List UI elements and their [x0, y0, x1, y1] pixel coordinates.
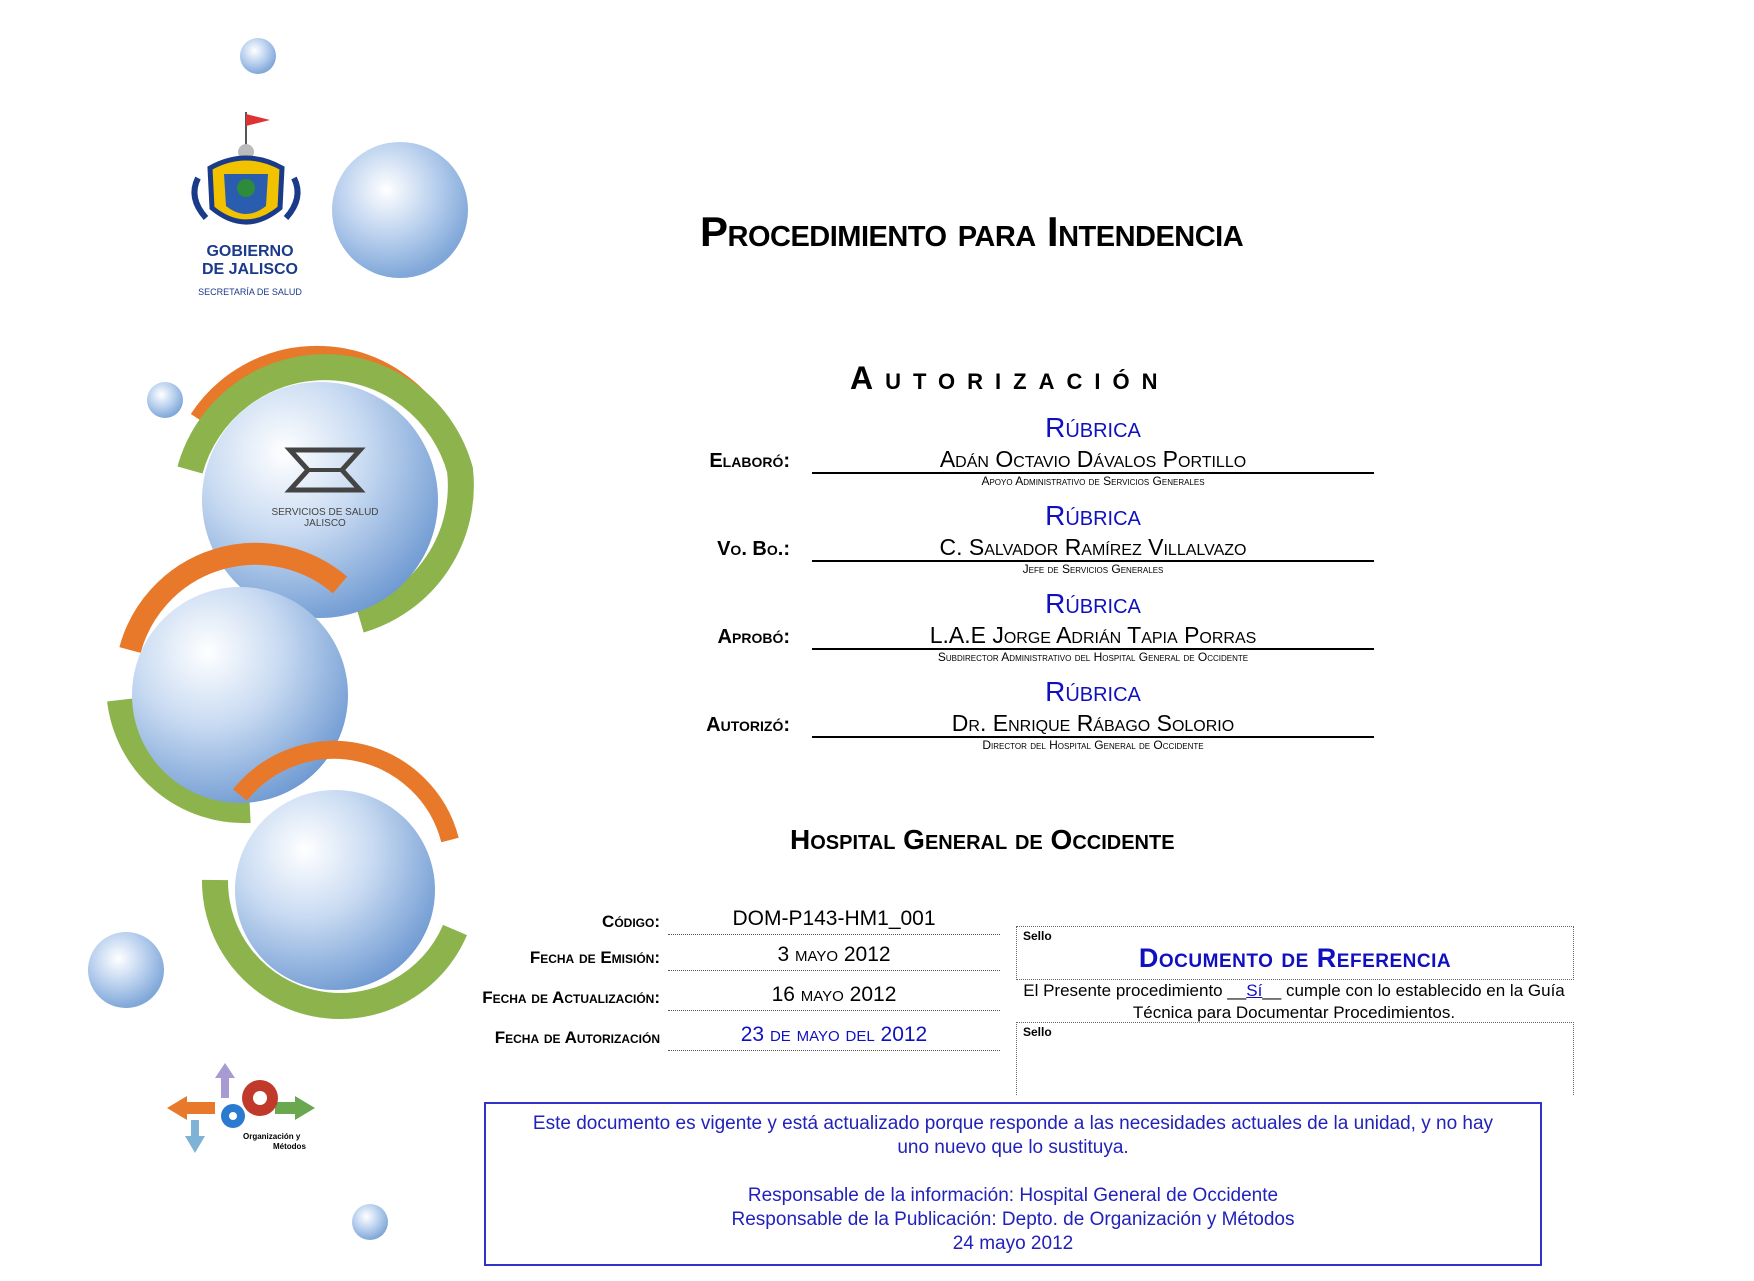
signature-name: C. Salvador Ramírez Villalvazo	[812, 534, 1374, 562]
compliance-pre: El Presente procedimiento __	[1023, 981, 1247, 1000]
emision-label: Fecha de Emisión:	[529, 948, 660, 967]
stamp-label: Sello	[1023, 929, 1052, 943]
stamp-box	[1016, 926, 1574, 980]
codigo-label: Código:	[602, 912, 660, 931]
notice-line-4: 24 mayo 2012	[952, 1233, 1074, 1254]
signature-rubrica: Rúbrica	[1045, 676, 1141, 707]
actualizacion-label: Fecha de Actualización:	[482, 988, 660, 1007]
compliance-text	[1016, 980, 1572, 1024]
hospital-name: Hospital General de Occidente	[790, 824, 1175, 855]
organizacion-metodos-logo	[165, 1058, 345, 1158]
notice-line-1: Este documento es vigente y está actualizado porque responde a las necesidades actuales de la unidad, y no hay uno nuevo que lo sustituya.	[532, 1113, 1494, 1158]
signature-position: Apoyo Administrativo de Servicios Generales	[981, 474, 1205, 488]
signature-name: L.A.E Jorge Adrián Tapia Porras	[812, 622, 1374, 650]
authorization-heading: Autorización	[850, 360, 1170, 396]
signature-role: Aprobó:	[717, 626, 790, 648]
bubble	[88, 932, 164, 1008]
gobierno-jalisco-logo	[180, 108, 320, 308]
notice-line-2: Responsable de la información: Hospital General de Occidente	[747, 1185, 1279, 1206]
logo-line-1: GOBIERNO	[206, 243, 294, 260]
autorizacion-label: Fecha de Autorización	[494, 1028, 660, 1047]
signature-role: Autorizó:	[706, 714, 790, 736]
gears-arrows-icon	[165, 1058, 335, 1158]
actualizacion-value: 16 mayo 2012	[668, 980, 1000, 1011]
signature-rubrica: Rúbrica	[1045, 500, 1141, 531]
stamp-box-2	[1016, 1022, 1574, 1095]
signature-name: Adán Octavio Dávalos Portillo	[812, 446, 1374, 474]
bubble	[147, 382, 183, 418]
autorizacion-value: 23 de mayo del 2012	[668, 1020, 1000, 1051]
compliance-yes: Sí	[1246, 981, 1263, 1000]
bubble	[240, 38, 276, 74]
bubble	[352, 1204, 388, 1240]
logo-line-2: DE JALISCO	[201, 261, 298, 278]
compliance-post: __ cumple con lo establecido en la Guía Técnica para Documentar Procedimientos.	[1132, 981, 1565, 1022]
document-reference-title: Documento de Referencia	[1138, 943, 1452, 973]
coat-of-arms-icon	[180, 108, 320, 238]
notice-line-3: Responsable de la Publicación: Depto. de Organización y Métodos	[731, 1209, 1295, 1230]
signature-role: Elaboró:	[709, 450, 790, 472]
page-title: Procedimiento para Intendencia	[700, 208, 1244, 255]
validity-notice	[484, 1102, 1542, 1266]
signature-name: Dr. Enrique Rábago Solorio	[812, 710, 1374, 738]
ssj-line-2: JALISCO	[304, 518, 346, 529]
signature-position: Subdirector Administrativo del Hospital General de Occidente	[937, 650, 1249, 664]
ssj-emblem-icon	[280, 440, 370, 502]
signature-rubrica: Rúbrica	[1045, 412, 1141, 443]
om-line-2: Métodos	[273, 1142, 306, 1151]
stamp-label-2: Sello	[1023, 1025, 1052, 1039]
signature-position: Director del Hospital General de Occidente	[982, 738, 1204, 752]
ssj-line-1: SERVICIOS DE SALUD	[271, 507, 379, 518]
signature-rubrica: Rúbrica	[1045, 588, 1141, 619]
codigo-value: DOM-P143-HM1_001	[668, 904, 1000, 935]
signature-position: Jefe de Servicios Generales	[1022, 562, 1164, 576]
om-line-1: Organización y	[243, 1132, 301, 1141]
signature-role: Vo. Bo.:	[717, 538, 790, 560]
emision-value: 3 mayo 2012	[668, 940, 1000, 971]
logo-line-3: SECRETARÍA DE SALUD	[198, 287, 302, 297]
bubble	[332, 142, 468, 278]
servicios-salud-logo	[250, 440, 400, 529]
